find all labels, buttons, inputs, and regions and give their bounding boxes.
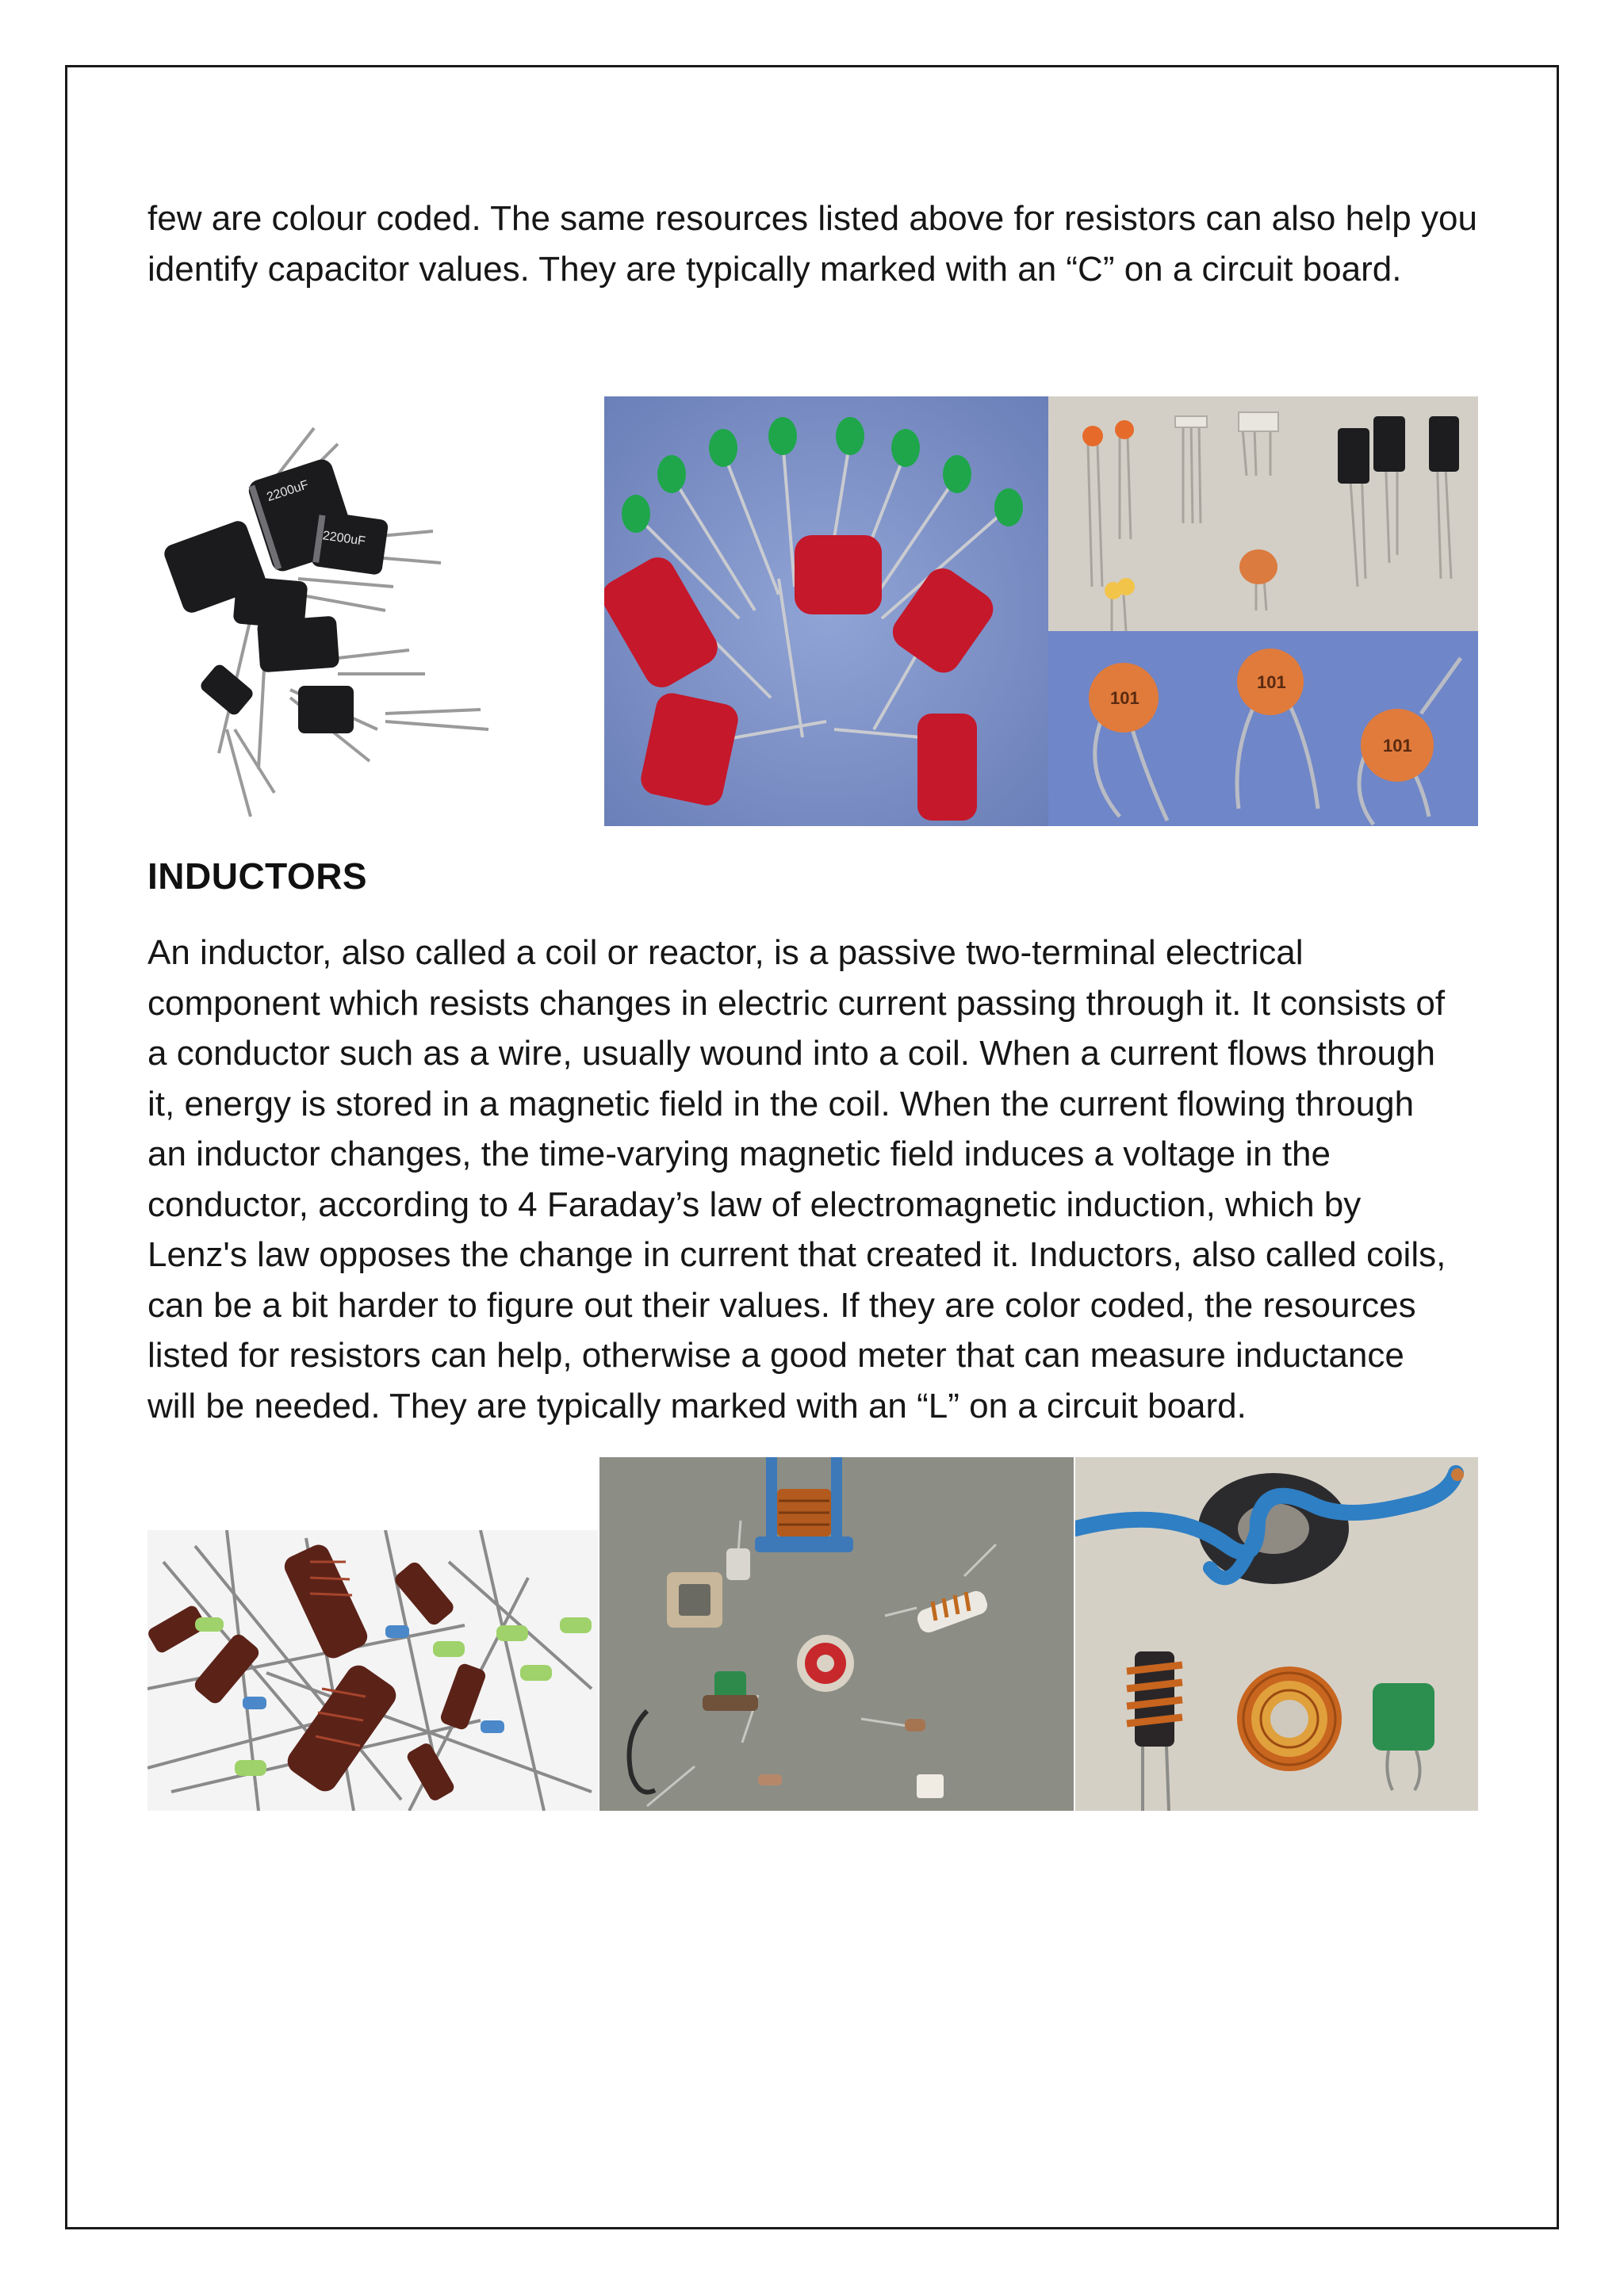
text-line: component which resists changes in electric current passing through it. It consists of [147,983,1446,1023]
text-line: An inductor, also called a coil or reactor, is a passive two-terminal electrical [147,933,1304,972]
text-line: conductor, according to 4 Faraday’s law of electromagnetic induction, which by [147,1184,1362,1224]
text-line: an inductor changes, the time-varying magnetic field induces a voltage in the [147,1135,1331,1173]
capacitor-text [147,193,1480,294]
electrolytic-capacitors-photo [147,396,601,826]
assorted-inductors-photo [599,1457,1074,1811]
text-line: identify capacitor values. They are typically marked with an “C” on a circuit board. [147,249,1402,289]
text-line: can be a bit harder to figure out their values. If they are color coded, the resources [147,1285,1416,1325]
text-line: listed for resistors can help, otherwise a good meter that can measure inductance [147,1336,1404,1375]
text-line: Lenz's law opposes the change in current that created it. Inductors, also called coils, [147,1235,1446,1274]
capacitor-code: 101 [1257,672,1286,692]
axial-inductors-photo [147,1530,598,1811]
capacitor-code: 101 [1383,736,1412,756]
text-line: few are colour coded. The same resources listed above for resistors can also help you [147,199,1477,238]
text-line: a conductor such as a wire, usually wound into a coil. When a current flows through [147,1034,1435,1073]
text-line: will be needed. They are typically marked with an “L” on a circuit board. [147,1386,1247,1425]
capacitor-code: 101 [1110,688,1139,708]
capacitor-label: 2200uF [321,529,366,549]
film-capacitors-photo [604,396,1048,826]
text-line: it, energy is stored in a magnetic field in the coil. When the current flowing through [147,1084,1415,1123]
capacitor-label: 2200uF [265,478,311,505]
section-heading-inductors: INDUCTORS [147,855,368,897]
ceramic-capacitors-photo [1048,396,1478,826]
toroid-coils-photo [1075,1457,1478,1811]
inductor-text [147,928,1480,1431]
